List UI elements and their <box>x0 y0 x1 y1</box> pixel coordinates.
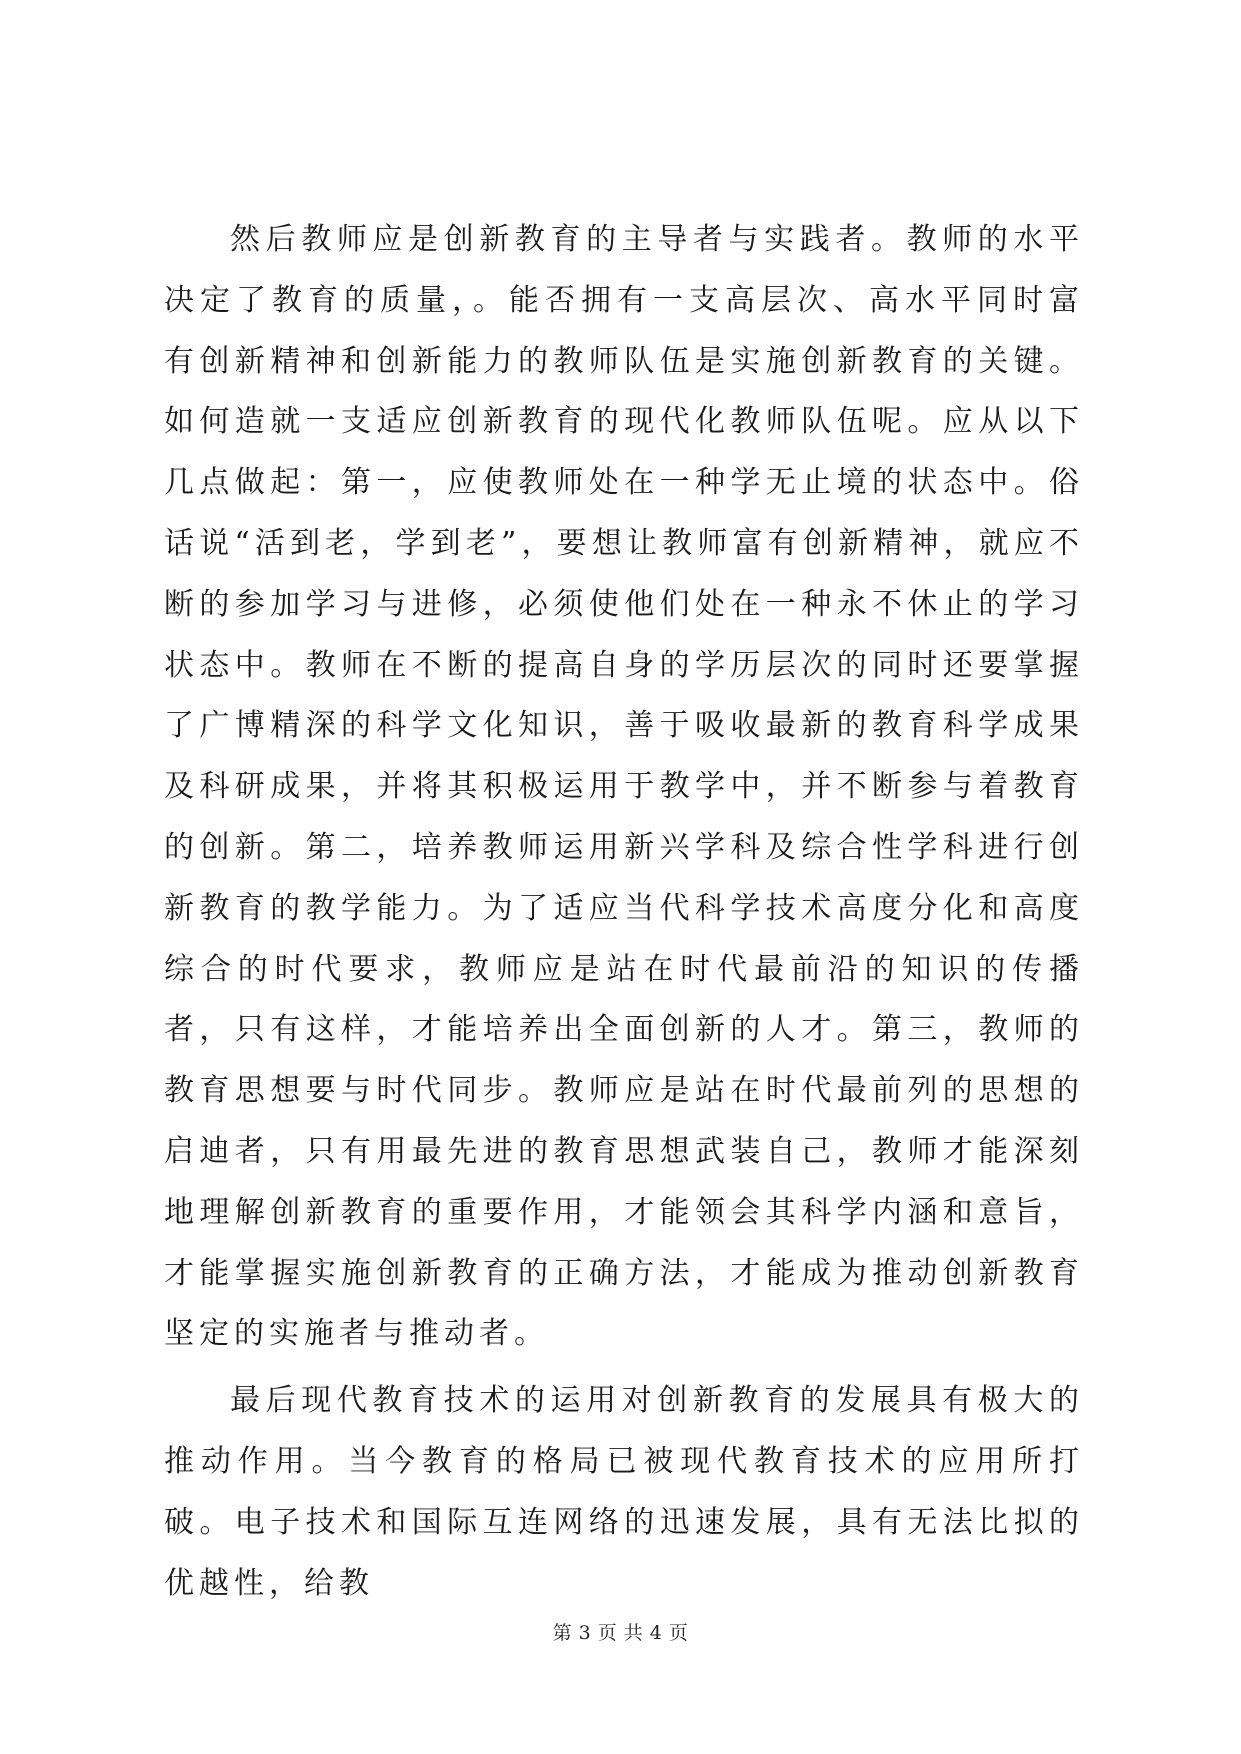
paragraph-technology: 最后现代教育技术的运用对创新教育的发展具有极大的推动作用。当今教育的格局已被现代教育技术的应用所打破。电子技术和国际互连网络的迅速发展，具有无法比拟的优越性，给教 <box>164 1383 1084 1601</box>
document-body <box>164 210 1084 1614</box>
paragraph-teachers: 然后教师应是创新教育的主导者与实践者。教师的水平决定了教育的质量，。能否拥有一支高层次、高水平同时富有创新精神和创新能力的教师队伍是实施创新教育的关键。如何造就一支适应创新教育的现代化教师队伍呢。应从以下几点做起：第一，应使教师处在一种学无止境的状态中。俗话说“活到老，学到老”，要想让教师富有创新精神，就应不断的参加学习与进修，必须使他们处在一种永不休止的学习状态中。教师在不断的提高自身的学历层次的同时还要掌握了广博精深的科学文化知识，善于吸收最新的教育科学成果及科研成果，并将其积极运用于教学中，并不断参与着教育的创新。第二，培养教师运用新兴学科及综合性学科进行创新教育的教学能力。为了适应当代科学技术高度分化和高度综合的时代要求，教师应是站在时代最前沿的知识的传播者，只有这样，才能培养出全面创新的人才。第三，教师的教育思想要与时代同步。教师应是站在时代最前列的思想的启迪者，只有用最先进的教育思想武装自己，教师才能深刻地理解创新教育的重要作用，才能领会其科学内涵和意旨，才能掌握实施创新教育的正确方法，才能成为推动创新教育坚定的实施者与推动者。 <box>164 222 1084 1352</box>
page-footer: 第 3 页 共 4 页 <box>552 1622 689 1644</box>
